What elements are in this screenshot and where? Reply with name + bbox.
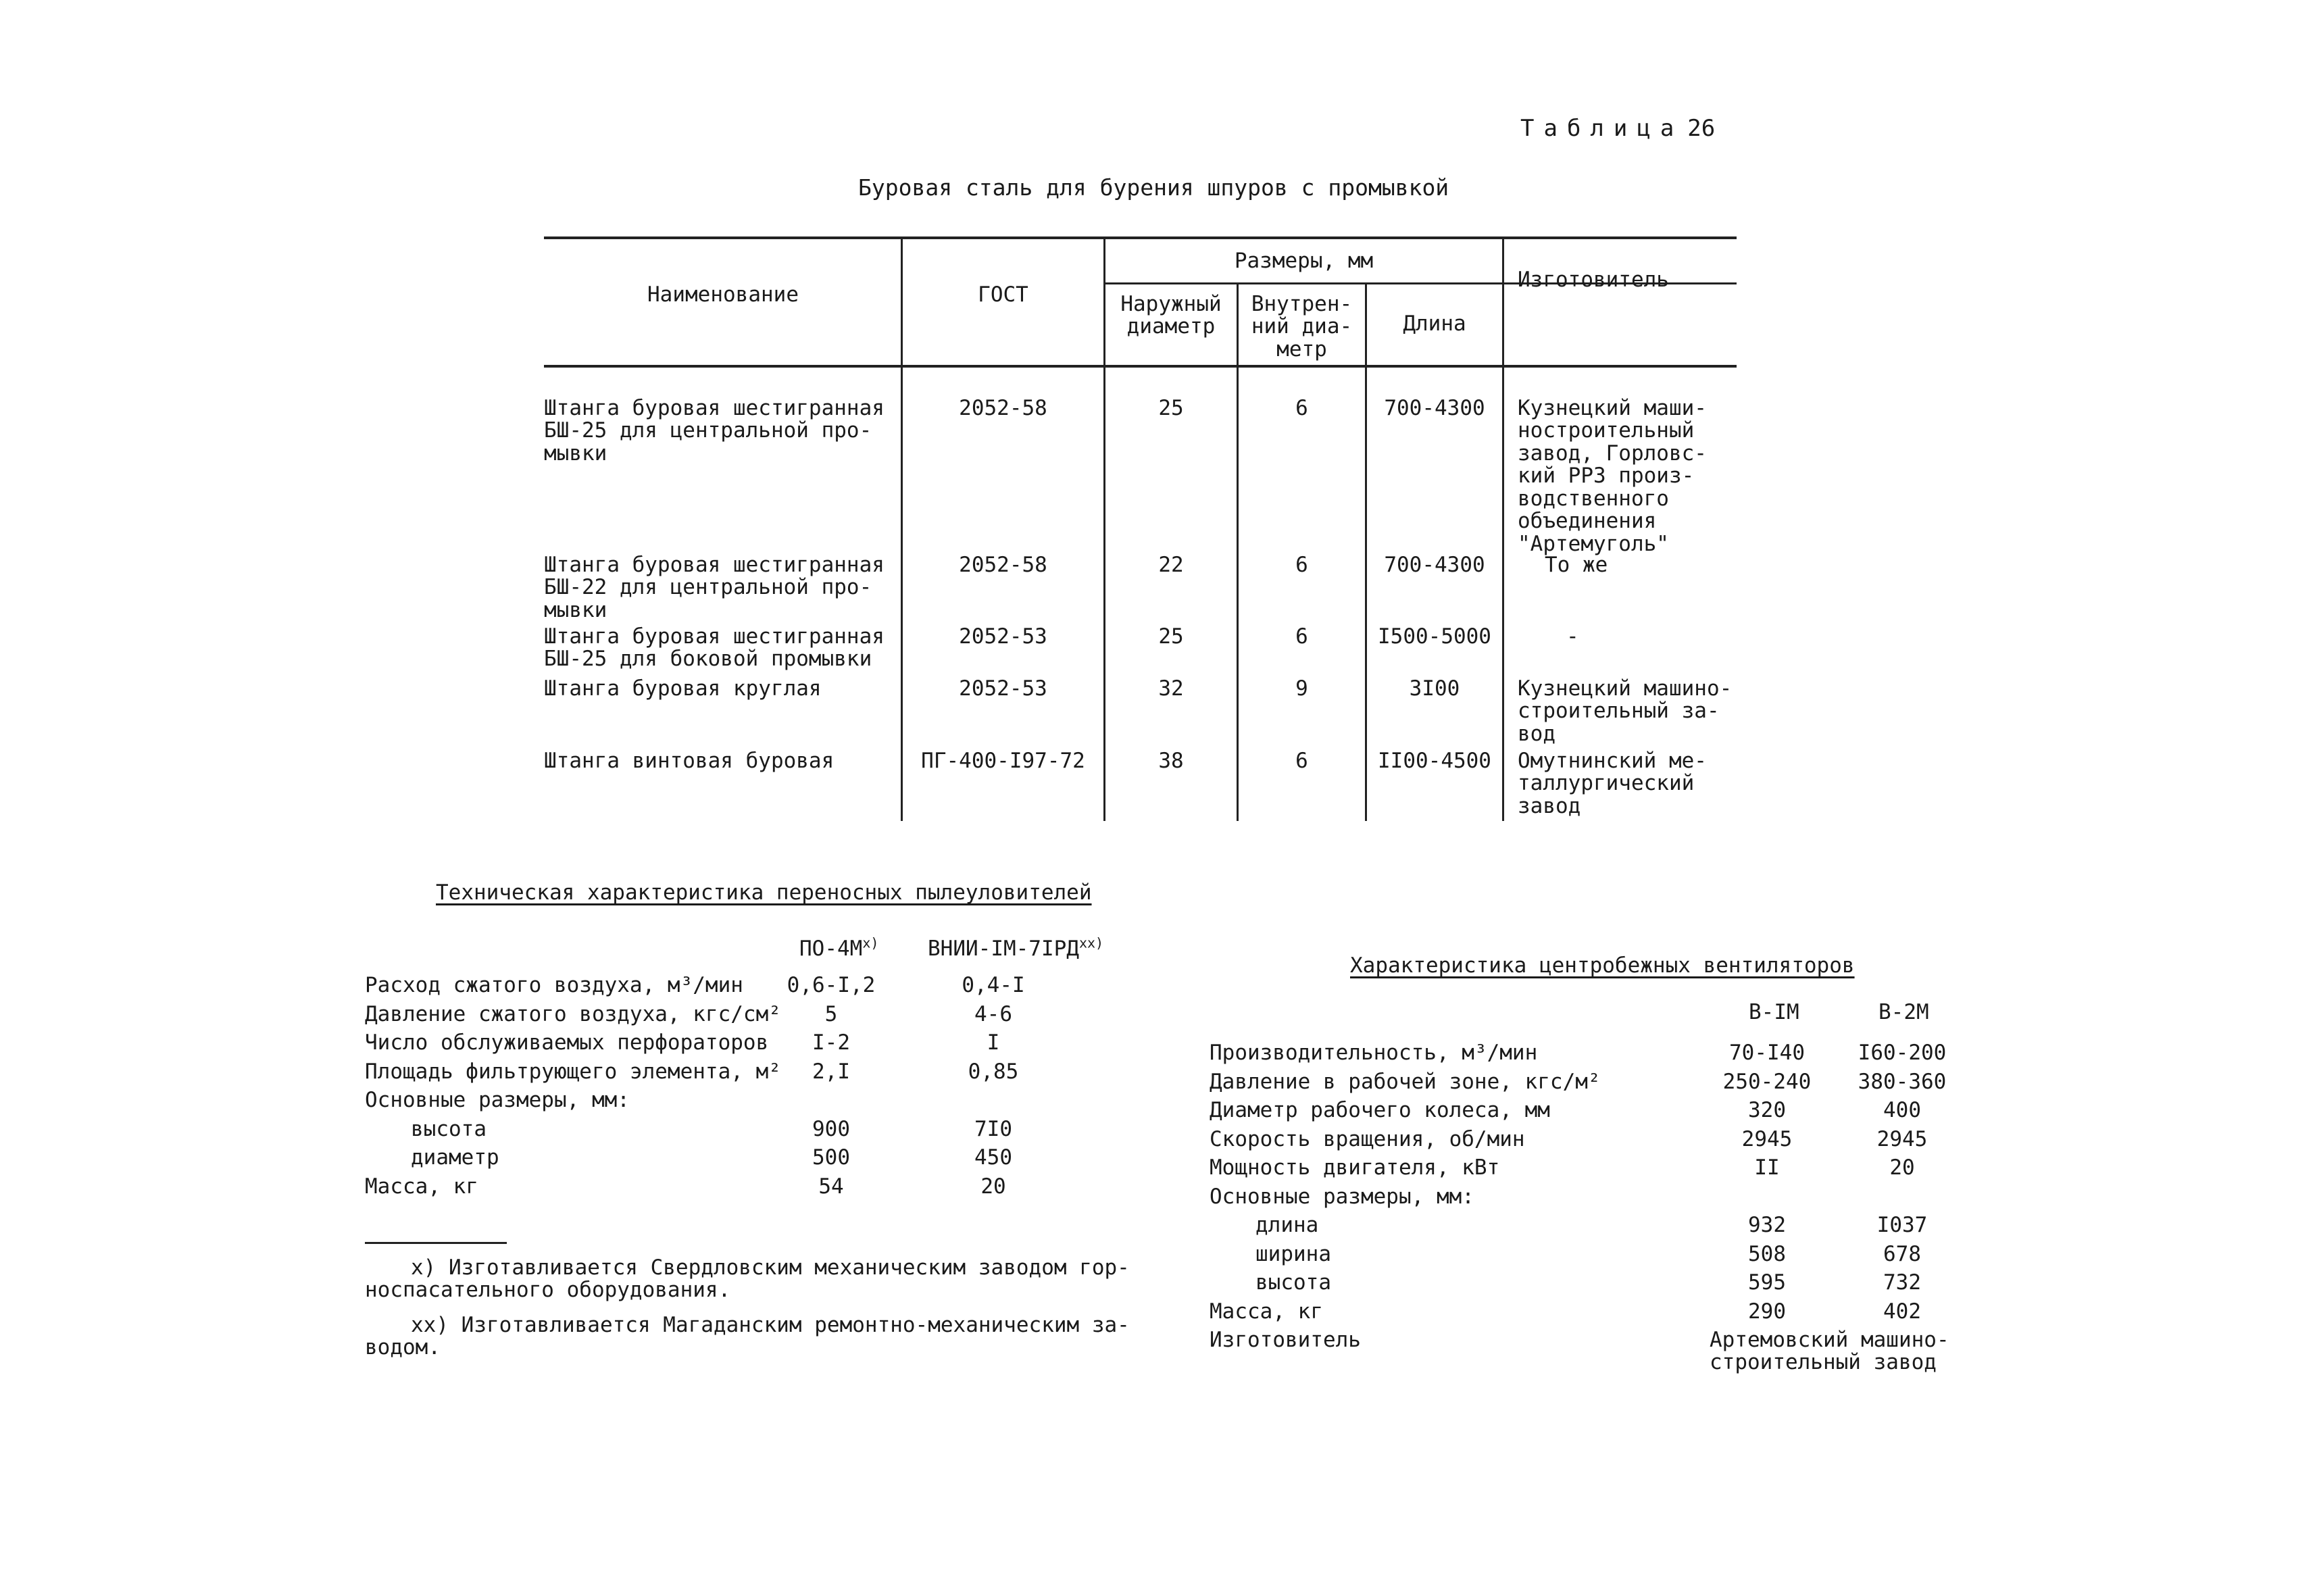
dust-row-value-1: 500: [812, 1145, 850, 1170]
fans-row-label: Давление в рабочей зоне, кгс/м²: [1210, 1069, 1601, 1094]
footnote-2-mark: xx): [411, 1313, 449, 1337]
row-3-length: I500-5000: [1378, 624, 1491, 649]
dust-row-value-2: 450: [974, 1145, 1012, 1170]
fans-row-value-1: 70-I40: [1729, 1041, 1805, 1065]
row-1-length: 700-4300: [1384, 396, 1485, 420]
footnote-2: [365, 1314, 1130, 1360]
fans-row-label: длина: [1255, 1213, 1319, 1237]
fans-row-value-1: 2945: [1741, 1126, 1793, 1151]
dust-row-value-2: 7I0: [974, 1116, 1012, 1141]
fans-row-value-1: 508: [1748, 1241, 1786, 1266]
fans-row-label: Производительность, м³/мин: [1210, 1041, 1538, 1065]
header-dimensions: Размеры, мм: [1234, 249, 1374, 273]
fans-row-label: Основные размеры, мм:: [1210, 1184, 1474, 1209]
fans-row-value-1: II: [1754, 1155, 1780, 1180]
footnote-2-text: Изготавливается Магаданским ремонтно-механическим за-: [461, 1313, 1130, 1337]
fans-col2-header: В-2М: [1878, 1000, 1929, 1024]
dust-row-value-1: 900: [812, 1116, 850, 1141]
fans-row-label: ширина: [1255, 1241, 1331, 1266]
fans-row-value-1: Артемовский машино- строительный завод: [1710, 1328, 1949, 1375]
col-divider-5: [1502, 236, 1504, 821]
dust-row-label: Площадь фильтрующего элемента, м²: [365, 1059, 781, 1084]
fans-row-value-2: 20: [1889, 1155, 1915, 1180]
fans-row-value-2: I037: [1876, 1213, 1928, 1237]
dust-collectors-title: Техническая характеристика переносных пылеуловителей: [436, 880, 1092, 905]
header-maker: Изготовитель: [1518, 268, 1669, 292]
row-4-length: 3I00: [1409, 676, 1460, 701]
row-2-name: Штанга буровая шестигранная БШ-22 для центральной про- мывки: [544, 553, 885, 622]
col-divider-1: [901, 236, 903, 821]
dust-row-value-2: I: [987, 1030, 1000, 1055]
dust-row-value-1: 2,I: [812, 1059, 850, 1084]
row-4-maker: Кузнецкий машино- строительный за- вод: [1518, 676, 1733, 746]
row-5-name: Штанга винтовая буровая: [544, 749, 835, 773]
row-3-maker: -: [1566, 624, 1579, 649]
row-4-gost: 2052-53: [959, 676, 1047, 701]
dust-row-label: Число обслуживаемых перфораторов: [365, 1030, 769, 1055]
footnote-1-mark: x): [411, 1255, 437, 1280]
dimensions-rule: [1105, 282, 1503, 284]
dust-col2-name: ВНИИ-IМ-7IРД: [928, 937, 1079, 961]
fans-row-value-2: 402: [1883, 1299, 1921, 1324]
table-label-word: Таблица: [1520, 115, 1684, 142]
dust-row-label: Давление сжатого воздуха, кгс/см²: [365, 1001, 781, 1026]
fans-row-value-1: 595: [1748, 1270, 1786, 1295]
col-divider-3: [1237, 284, 1239, 821]
fans-title: Характеристика центробежных вентиляторов: [1350, 953, 1855, 978]
dust-col1-header: [799, 934, 879, 961]
fans-row-value-2: 678: [1883, 1241, 1921, 1266]
dust-row-label: высота: [411, 1116, 487, 1141]
row-4-outer: 32: [1158, 676, 1184, 701]
dust-row-value-2: 4-6: [974, 1001, 1012, 1026]
fans-row-value-2: I60-200: [1858, 1041, 1947, 1065]
fans-row-label: Мощность двигателя, кВт: [1210, 1155, 1500, 1180]
row-5-length: II00-4500: [1378, 749, 1491, 773]
footnote-2-cont: водом.: [365, 1335, 441, 1360]
fans-row-value-1: 290: [1748, 1299, 1786, 1324]
row-2-maker: То же: [1545, 553, 1608, 577]
table-top-rule: [544, 236, 1737, 239]
fans-col1-header: В-IМ: [1749, 1000, 1799, 1024]
header-bottom-rule: [544, 365, 1737, 368]
dust-row-value-1: 54: [818, 1174, 844, 1199]
dust-row-value-1: 5: [824, 1001, 838, 1026]
dust-row-value-1: I-2: [812, 1030, 850, 1055]
table-number: 26: [1687, 115, 1716, 142]
dust-row-label: диаметр: [411, 1145, 499, 1170]
fans-row-value-2: 380-360: [1858, 1069, 1947, 1094]
header-name: Наименование: [647, 282, 799, 307]
fans-row-label: высота: [1255, 1270, 1331, 1295]
dust-col1-name: ПО-4М: [799, 937, 863, 961]
table-label: [1520, 116, 1715, 141]
fans-row-value-2: 732: [1883, 1270, 1921, 1295]
header-gost: ГОСТ: [978, 282, 1028, 307]
row-5-maker: Омутнинский ме- таллургический завод: [1518, 749, 1707, 818]
row-3-inner: 6: [1295, 624, 1308, 649]
dust-row-value-2: 20: [980, 1174, 1006, 1199]
row-3-name: Штанга буровая шестигранная БШ-25 для боковой промывки: [544, 624, 885, 672]
row-1-gost: 2052-58: [959, 396, 1047, 420]
row-1-outer: 25: [1158, 396, 1184, 420]
row-1-inner: 6: [1295, 396, 1308, 420]
row-5-outer: 38: [1158, 749, 1184, 773]
row-4-inner: 9: [1295, 676, 1308, 701]
footnote-rule: [365, 1242, 507, 1244]
row-5-gost: ПГ-400-I97-72: [921, 749, 1085, 773]
dust-row-value-2: 0,4-I: [962, 973, 1025, 997]
fans-row-label: Изготовитель: [1210, 1328, 1361, 1352]
footnote-1-cont: носпасательного оборудования.: [365, 1278, 731, 1303]
row-3-outer: 25: [1158, 624, 1184, 649]
dust-row-label: Расход сжатого воздуха, м³/мин: [365, 973, 743, 997]
row-4-name: Штанга буровая круглая: [544, 676, 822, 701]
header-outer-diameter: Наружный диаметр: [1120, 292, 1222, 339]
fans-row-value-2: 400: [1883, 1098, 1921, 1122]
fans-row-value-2: 2945: [1876, 1126, 1928, 1151]
row-5-inner: 6: [1295, 749, 1308, 773]
fans-row-label: Диаметр рабочего колеса, мм: [1210, 1098, 1550, 1122]
row-1-name: Штанга буровая шестигранная БШ-25 для центральной про- мывки: [544, 396, 885, 466]
row-2-gost: 2052-58: [959, 553, 1047, 577]
header-length: Длина: [1403, 311, 1466, 336]
fans-row-value-1: 932: [1748, 1213, 1786, 1237]
col-divider-4: [1365, 284, 1367, 821]
dust-row-label: Основные размеры, мм:: [365, 1088, 630, 1112]
dust-row-value-1: 0,6-I,2: [787, 973, 876, 997]
row-2-inner: 6: [1295, 553, 1308, 577]
fans-row-label: Скорость вращения, об/мин: [1210, 1126, 1525, 1151]
row-2-outer: 22: [1158, 553, 1184, 577]
row-1-maker: Кузнецкий маши- ностроительный завод, Горловс- кий РРЗ произ- водственного объединения "Артемуголь": [1518, 396, 1707, 556]
header-inner-diameter: Внутрен- ний диа- метр: [1251, 292, 1353, 361]
dust-row-label: Масса, кг: [365, 1174, 478, 1199]
footnote-1-text: Изготавливается Свердловским механическим заводом гор-: [449, 1255, 1130, 1280]
fans-row-label: Масса, кг: [1210, 1299, 1323, 1324]
dust-col2-header: [928, 934, 1104, 961]
fans-row-value-1: 250-240: [1722, 1069, 1812, 1094]
footnote-1: [365, 1257, 1130, 1302]
dust-col1-sup: x): [862, 934, 879, 951]
dust-col2-sup: xx): [1078, 934, 1104, 951]
row-3-gost: 2052-53: [959, 624, 1047, 649]
row-2-length: 700-4300: [1384, 553, 1485, 577]
table-caption: Буровая сталь для бурения шпуров с промывкой: [858, 174, 1449, 201]
dust-row-value-2: 0,85: [968, 1059, 1019, 1084]
fans-row-value-1: 320: [1748, 1098, 1786, 1122]
